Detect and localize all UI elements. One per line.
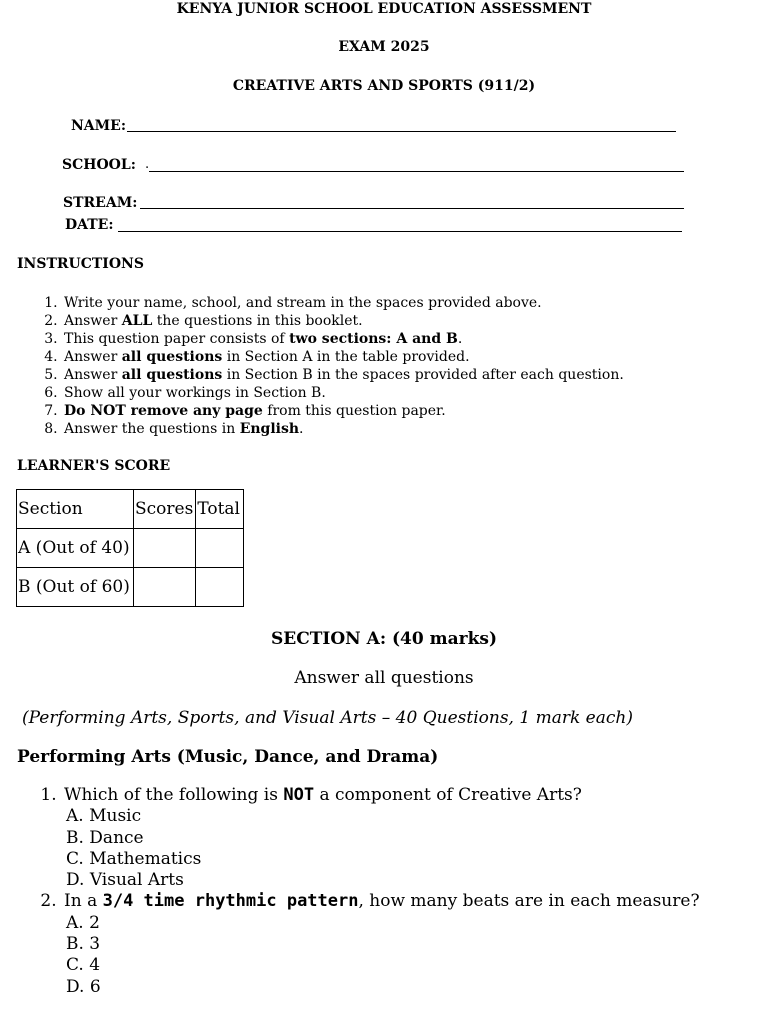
answer-option[interactable]: D. 6 [66, 976, 101, 997]
question-item [62, 785, 700, 891]
school-line-mark: . [145, 157, 150, 172]
table-row [17, 568, 244, 607]
instruction-text: the questions in this booklet. [152, 313, 363, 329]
options-list [64, 913, 700, 998]
options-list [64, 806, 700, 891]
instruction-emphasis: all questions [121, 367, 223, 383]
instruction-text: Write your name, school, and stream in the spaces provided above. [64, 295, 542, 311]
column-header-section: Section [17, 490, 134, 529]
school-line[interactable] [149, 171, 684, 172]
column-header-total: Total [196, 490, 244, 529]
total-cell[interactable] [196, 568, 244, 607]
answer-option[interactable]: C. Mathematics [66, 848, 202, 869]
question-text: In a [64, 891, 103, 912]
exam-board-title: KENYA JUNIOR SCHOOL EDUCATION ASSESSMENT [176, 1, 592, 17]
instructions-heading: INSTRUCTIONS [17, 256, 144, 272]
instruction-text: Answer [64, 349, 122, 365]
instruction-item [62, 384, 624, 402]
instruction-item [62, 402, 624, 420]
instruction-text: Show all your workings in Section B. [64, 385, 326, 401]
instruction-emphasis: English [239, 421, 300, 437]
instruction-text: from this question paper. [262, 403, 446, 419]
score-cell[interactable] [134, 529, 196, 568]
instruction-item [62, 420, 624, 438]
instruction-emphasis: all questions [121, 349, 223, 365]
instruction-text: in Section A in the table provided. [222, 349, 470, 365]
stream-label: STREAM: [63, 195, 138, 211]
stream-line[interactable] [140, 208, 684, 209]
question-emphasis: 3/4 time rhythmic pattern [102, 891, 359, 912]
answer-option[interactable]: A. Music [66, 806, 142, 827]
instruction-text: This question paper consists of [64, 331, 290, 347]
answer-option[interactable]: D. Visual Arts [66, 870, 184, 891]
instruction-item [62, 330, 624, 348]
instruction-text: in Section B in the spaces provided after each question. [222, 367, 624, 383]
category-heading: Performing Arts (Music, Dance, and Drama) [17, 747, 439, 767]
question-item [62, 891, 700, 997]
instruction-emphasis: Do NOT remove any page [64, 403, 263, 419]
learner-score-table [16, 489, 244, 607]
row-label: A (Out of 40) [17, 529, 134, 568]
exam-year-title: EXAM 2025 [338, 39, 430, 55]
instruction-text: Answer the questions in [64, 421, 240, 437]
section-a-subtitle: Answer all questions [294, 668, 474, 688]
instructions-list [0, 294, 624, 438]
question-text: a component of Creative Arts? [314, 785, 582, 805]
instruction-item [62, 294, 624, 312]
date-line[interactable] [118, 231, 682, 232]
name-line[interactable] [127, 131, 676, 132]
answer-option[interactable]: B. Dance [66, 827, 144, 848]
column-header-scores: Scores [134, 490, 196, 529]
question-text: Which of the following is [64, 785, 284, 805]
instruction-emphasis: ALL [121, 313, 153, 329]
section-a-title: SECTION A: (40 marks) [271, 629, 497, 649]
question-list [0, 785, 700, 998]
instruction-text: . [457, 331, 463, 347]
paper-title: CREATIVE ARTS AND SPORTS (911/2) [232, 78, 536, 94]
answer-option[interactable]: B. 3 [66, 934, 101, 955]
school-label: SCHOOL: [62, 157, 136, 173]
score-cell[interactable] [134, 568, 196, 607]
instruction-text: . [299, 421, 304, 437]
date-label: DATE: [65, 217, 114, 233]
name-label: NAME: [71, 118, 126, 134]
instruction-emphasis: two sections: A and B [289, 331, 458, 347]
instruction-text: Answer [64, 313, 122, 329]
instruction-item [62, 348, 624, 366]
row-label: B (Out of 60) [17, 568, 134, 607]
table-row [17, 529, 244, 568]
answer-option[interactable]: A. 2 [66, 912, 100, 933]
question-text: , how many beats are in each measure? [358, 891, 700, 912]
question-emphasis: NOT [283, 785, 315, 805]
instruction-item [62, 366, 624, 384]
learner-score-heading: LEARNER'S SCORE [17, 458, 171, 474]
total-cell[interactable] [196, 529, 244, 568]
section-a-note: (Performing Arts, Sports, and Visual Arts – 40 Questions, 1 mark each) [22, 708, 633, 728]
instruction-text: Answer [64, 367, 122, 383]
instruction-item [62, 312, 624, 330]
answer-option[interactable]: C. 4 [66, 955, 101, 976]
table-header-row [17, 490, 244, 529]
